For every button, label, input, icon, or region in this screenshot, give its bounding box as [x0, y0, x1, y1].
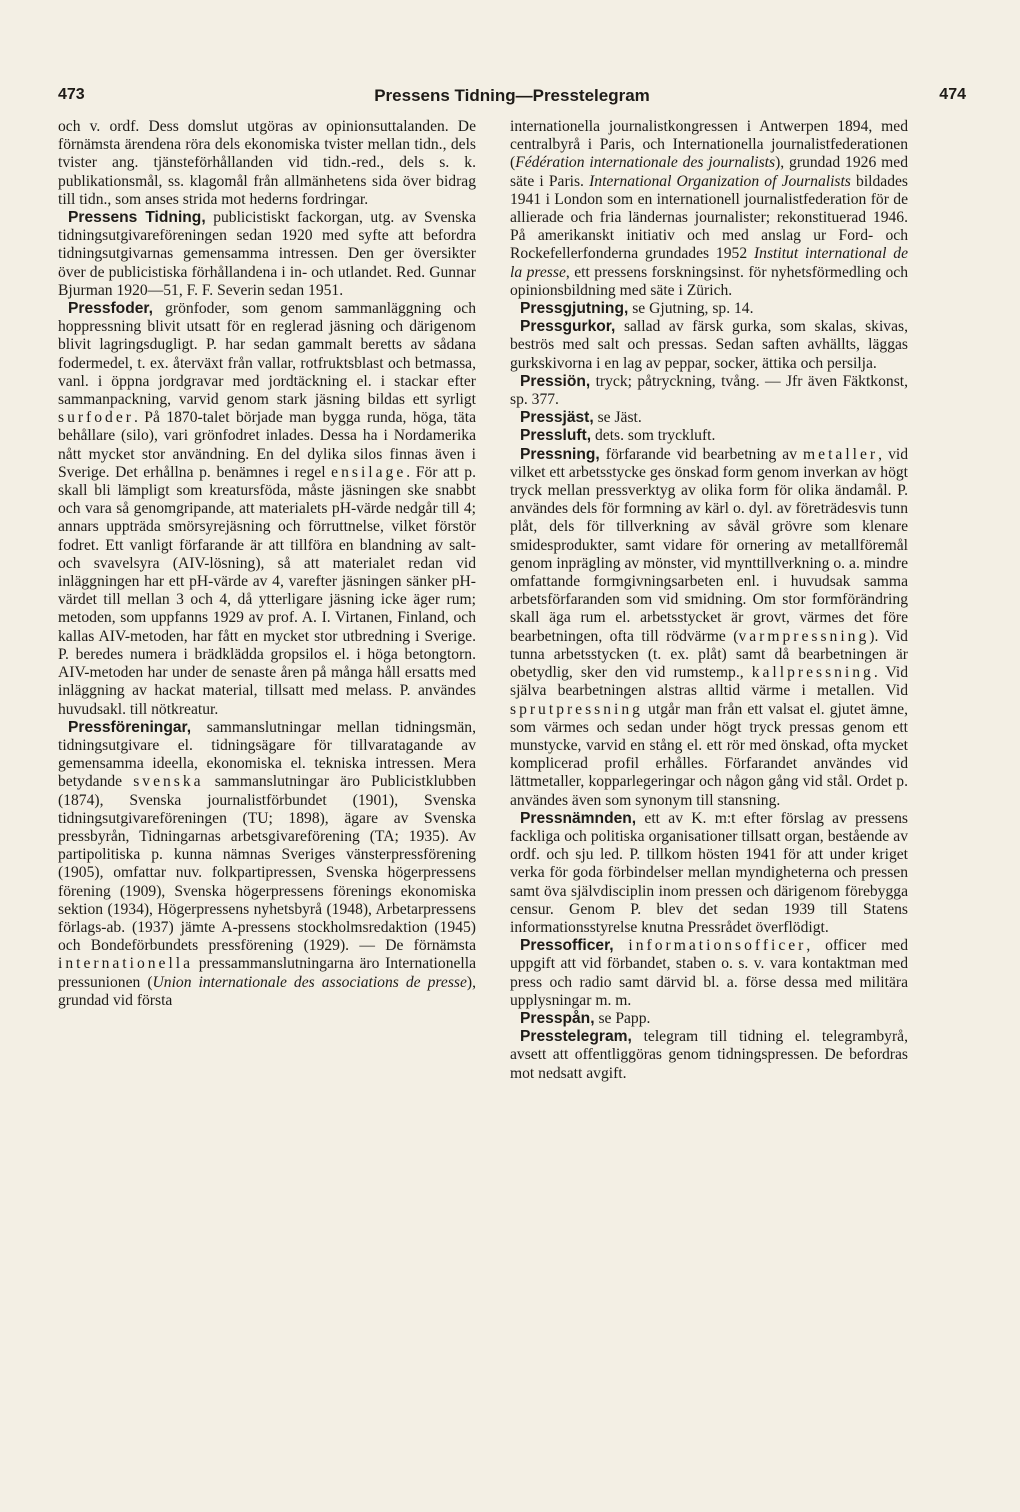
entry-text: , officer med uppgift att vid förbandet, staben o. s. v. vara kontaktman med press och radio samt därvid bl. a. förse dessa med militära upplysningar m. m. [510, 937, 908, 1009]
entry-text: grönfoder, som genom sammanläggning och hoppressning blivit utsatt för en reglerad jäsning och därigenom blivit lagringsdugligt. P. har sedan gammalt beretts av sådana fodermedel, t. ex. återväxt från vallar, rotfruktsblast och betmassa, vanl. i öppna jordgravar med jordtäckning el. i stackar efter sammanpackning, varvid genom stark jäsning bildas ett syrligt [58, 300, 476, 409]
entry-term: Pressens Tidning, [68, 209, 206, 227]
entry-pressnamnden [510, 810, 908, 937]
entry-term: Pressiön, [520, 372, 591, 390]
entry-text: se Jäst. [593, 409, 642, 427]
entry-text: . På 1870-talet började man bygga runda, höga, täta behållare (silo), vari grönfodret inlades. Dessa ha i Nordamerika nått mycket stor användning. En del dylika silos finnas även i Sverige. Det erhållna p. benämnes i regel [58, 409, 476, 481]
spaced-term: metaller [803, 445, 879, 463]
italic-title: Fédération internationale des journalists [515, 154, 776, 172]
right-column [510, 118, 908, 1083]
entry-text: ). Vid tunna arbetsstycken (t. ex. plåt) samt då bearbetningen är obetydlig, sker den vid rumstemp., [510, 627, 908, 682]
entry-term: Pressgurkor, [520, 318, 616, 336]
continued-entry-text: och v. ordf. Dess domslut utgöras av opinionsuttalanden. De förnämsta ärendena röra dels ekonomiska tvister mellan tidn., dels tvister ang. tjänsteförhållanden vid tidn.-red., dels s. k. publikationsmål, ss. klagomål från allmänhetens sida över bidrag till tidn., som anses strida mot hederns fordringar. [58, 118, 476, 208]
page-number-left: 473 [58, 86, 85, 103]
spaced-term: surfoder [58, 409, 134, 427]
entry-text: se Gjutning, sp. 14. [628, 300, 754, 318]
entry-pressgjutning [510, 300, 908, 318]
entry-term: Presstelegram, [520, 1028, 632, 1046]
entry-pressfoder [58, 300, 476, 719]
entry-text: se Papp. [594, 1009, 651, 1027]
spaced-term: internationella [58, 955, 194, 973]
left-column [58, 118, 476, 1010]
entry-term: Pressofficer, [520, 937, 614, 955]
entry-pressforeningar [58, 719, 476, 1010]
continued-entry-text [510, 118, 908, 300]
entry-term: Pressgjutning, [520, 300, 629, 318]
entry-text: pressammanslutningarna äro Internationella pressunionen ( [58, 955, 476, 991]
entry-pressluft [510, 427, 908, 445]
entry-text: ), grundad 1926 med säte i Paris. [510, 154, 908, 190]
entry-text: tryck; påtryckning, tvång. — Jfr även Fäktkonst, sp. 377. [510, 372, 908, 409]
entry-text: . Vid själva bearbetningen alstras alltid värme i metallen. Vid [510, 664, 908, 700]
entry-term: Pressluft, [520, 427, 592, 445]
entry-pressgurkor [510, 318, 908, 373]
entry-text: sallad av färsk gurka, som skalas, skivas, beströs med salt och pressas. Sedan saften avhällts, läggas gurkskivorna i en lag av peppar, socker, ättika och persilja. [510, 318, 908, 372]
entry-pressens-tidning [58, 209, 476, 300]
entry-text: telegram till tidning el. telegrambyrå, avsett att offentliggöras genom tidningspressen. De befordras mot nedsatt avgift. [510, 1028, 908, 1082]
entry-term: Pressjäst, [520, 409, 594, 427]
entry-text: , ett pressens forskningsinst. för nyhetsförmedling och opinionsbildning med säte i Zürich. [510, 263, 908, 299]
entry-term: Presspån, [520, 1009, 595, 1027]
entry-presstelegram [510, 1028, 908, 1083]
entry-text: ett av K. m:t efter förslag av pressens fackliga och politiska organisationer tillsatt organ, bestående av ordf. och sju led. P. tillkom hösten 1941 för att under kriget verka för goda förbindelser mellan myndigheterna och pressen samt öva självdisciplin inom pressen och därigenom förebygga censur. Genom P. blev det sedan 1939 till Statens informationsstyrelse knutna Pressrådet överflödigt. [510, 809, 908, 936]
entry-text: sammanslutningar mellan tidningsmän, tidningsutgivare el. tidningsägare för tillvaratagande av gemensamma ideella, ekonomiska el. tekniska intressen. Mera betydande [58, 718, 476, 791]
entry-text: utgår man från ett valsat el. gjutet ämne, som värmes och sedan under högt tryck pressas genom ett munstycke, varvid en stång el. ett rör med önskad, ofta mycket komplicerad profil erhålles. Förfarandet användes vid lättmetaller, kopparlegeringar och någon gång vid stål. Ordet p. användes även som synonym till stansning. [510, 700, 908, 809]
entry-text: internationella journalistkongressen i Antwerpen 1894, med centralbyrå i Paris, och Internationella journalistfederationen ( [510, 118, 908, 172]
spaced-term: sprutpressning [510, 700, 643, 718]
entry-text: bildades 1941 i London som en internationell journalistfederation för de allierade och fria ländernas journalister; rekonstituerad 1946. På amerikanskt initiativ och med anslag ur Ford- och Rockefellerfonderna grundades 1952 [510, 172, 909, 263]
entry-text: , vid vilket ett arbetsstycke ges önskad form genom inverkan av högt tryck mellan pressverktyg av olika form för olika ändamål. P. användes dels för formning av kärl o. dyl. av företrädesvis tunn plåt, dels för tillverkning av såväl grövre som klenare smidesprodukter, samt vidare för ornering av metallföremål genom inprägling av mönster, vid mynttillverkning o. a. mindre omfattande formgivningsarbeten enl. i huvudsak samma arbetsförfaranden som vid smidning. Om stor formförändring skall äga rum el. arbetsstycket är grovt, värmes det före bearbetningen, ofta till rödvärme ( [510, 445, 908, 645]
italic-title: Union internationale des associations de presse [152, 973, 467, 991]
spaced-term: svenska [133, 773, 204, 791]
entry-text: sammanslutningar äro Publicistklubben (1874), Svenska journalistförbundet (1901), Svenska tidningsutgivareföreningen (TU; 1898), ägare av Svenska pressbyrån, Tidningarnas arbetsgivareförening (TA; 1935). Av partipolitiska p. kunna nämnas Sveriges vänsterpressförening (1905), omfattar nuv. folkpartipressen, Svenska högerpressens förening (1909), Svenska högerpressens förenings ekonomiska sektion (1934), Högerpressens nyhetsbyrå (1948), Arbetarpressens förlags-ab. (1937) jämte A-pressens stockholmsredaktion (1945) och Bondeförbundets pressförening (1929). — De förnämsta [58, 773, 476, 955]
entry-text: ), grundad vid första [58, 973, 476, 1009]
spaced-term: kallpressning [751, 664, 874, 682]
entry-term: Pressning, [520, 445, 600, 463]
spaced-term: ensilage [331, 463, 407, 481]
entry-pressning [510, 446, 908, 810]
spaced-term: informationsofficer [628, 937, 807, 955]
italic-title: International Organization of Journalists [589, 172, 851, 190]
entry-text: publicistiskt fackorgan, utg. av Svenska tidningsutgivareföreningen sedan 1920 med syfte att befordra tidningsutgivarnas gemensamma intressen. Den ger översikter över de publicistiska förhållandena i in- och utlandet. Red. Gunnar Bjurman 1920—51, F. F. Severin sedan 1951. [58, 209, 476, 299]
running-title: Pressens Tidning—Presstelegram [374, 86, 650, 105]
entry-text: dets. som tryckluft. [591, 427, 716, 445]
entry-pressofficer [510, 937, 908, 1010]
page-header [58, 86, 966, 112]
entry-term: Pressfoder, [68, 300, 153, 318]
spaced-term: varmpressning [738, 627, 870, 645]
entry-text: förfarande vid bearbetning av [599, 445, 804, 463]
entry-presspan [510, 1010, 908, 1028]
entry-term: Pressnämnden, [520, 809, 637, 827]
italic-title: Institut international de la presse [510, 245, 908, 281]
page-number-right: 474 [939, 86, 966, 103]
entry-pression [510, 373, 908, 409]
entry-pressjast [510, 409, 908, 427]
entry-term: Pressföreningar, [68, 718, 192, 736]
entry-text: . För att p. skall bli lämpligt som kreatursföda, måste jäsningen ske snabbt och vara så genomgripande, att materialets pH-värde nedgår till 4; annars uppträda smörsyrejäsning och förruttnelse, vilket förstör fodret. Ett vanligt förfarande är att tillföra en blandning av salt- och svavelsyra (AIV-lösning), så att materialet redan vid inläggningen har ett pH-värde av 4, varefter jäsningen sänker pH-värdet till mellan 3 och 4, då ytterligare jäsning icke äger rum; metoden, som uppfanns 1929 av prof. A. I. Virtanen, Finland, och kallas AIV-metoden, har fått en mycket stor utbredning i Sverige. P. beredes numera i brädklädda gropsilos el. i höga betongtorn. AIV-metoden har under de senaste åren på många håll ersatts med inläggning av hackat material, tillsatt med melass. P. användes huvudsakl. till nötkreatur. [58, 463, 476, 718]
